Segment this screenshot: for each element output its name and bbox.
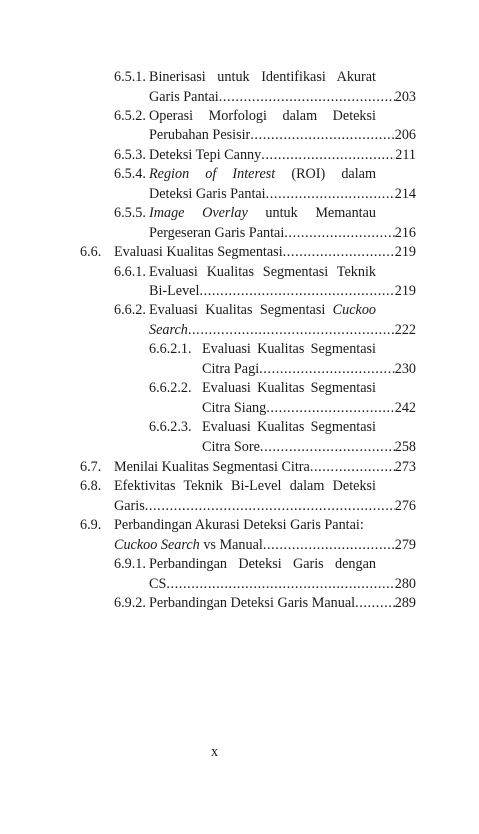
toc-entry-title: Menilai Kualitas Segmentasi Citra ..... 273	[114, 458, 416, 476]
toc-page-number: 276	[394, 498, 416, 514]
toc-page-number: 206	[394, 127, 416, 143]
toc-page-number: 219	[394, 244, 416, 260]
toc-page-number: 214	[394, 186, 416, 202]
toc-page-number: 289	[394, 595, 416, 611]
toc-number: 6.6.1.	[114, 264, 146, 280]
toc-leader-dots	[188, 321, 395, 339]
toc-entry-title-cont: Perubahan Pesisir ..... 206	[149, 126, 416, 144]
toc-leader-dots	[259, 360, 395, 378]
toc-entry-title-cont: Search ..... 222	[149, 321, 416, 339]
toc-page-number: 280	[394, 576, 416, 592]
toc-leader-dots	[266, 399, 394, 417]
toc-entry-title: Evaluasi Kualitas Segmentasi	[202, 380, 376, 396]
toc-page-number: 216	[394, 225, 416, 241]
toc-page-number: 279	[394, 537, 416, 553]
toc-entry-title-cont: Garis Pantai ..... 203	[149, 88, 416, 106]
toc-entry-title: Image Overlay untuk Memantau	[149, 205, 376, 221]
toc-page-number: 222	[394, 322, 416, 338]
toc-entry-title: Deteksi Tepi Canny ..... 211	[149, 146, 416, 164]
toc-leader-dots	[199, 282, 394, 300]
toc-number: 6.8.	[80, 478, 102, 494]
toc-page-number: 230	[394, 361, 416, 377]
toc-number: 6.9.	[80, 517, 102, 533]
toc-entry-title: Evaluasi Kualitas Segmentasi ..... 219	[114, 243, 416, 261]
toc-number: 6.6.2.2.	[149, 380, 192, 396]
toc-page-number: 242	[394, 400, 416, 416]
toc-leader-dots	[266, 185, 395, 203]
toc-entry-title: Operasi Morfologi dalam Deteksi	[149, 108, 376, 124]
toc-page-number: 203	[394, 89, 416, 105]
toc-number: 6.5.3.	[114, 147, 146, 163]
toc-number: 6.5.1.	[114, 69, 146, 85]
toc-number: 6.9.2.	[114, 595, 146, 611]
toc-entry-title-cont: Pergeseran Garis Pantai ..... 216	[149, 224, 416, 242]
toc-entry-title-cont: Citra Siang ..... 242	[202, 399, 416, 417]
toc-leader-dots	[219, 88, 395, 106]
toc-entry-title-cont: Cuckoo Search vs Manual ..... 279	[114, 536, 416, 554]
toc-leader-dots	[263, 536, 395, 554]
page-footer-number: x	[210, 744, 219, 760]
toc-number: 6.9.1.	[114, 556, 146, 572]
toc-leader-dots	[284, 224, 394, 242]
toc-leader-dots	[261, 146, 395, 164]
toc-entry-title-cont: Citra Sore ..... 258	[202, 438, 416, 456]
toc-number: 6.5.5.	[114, 205, 146, 221]
toc-page-number: 258	[394, 439, 416, 455]
toc-page-number: 211	[395, 147, 416, 163]
toc-entry-title-cont: Bi-Level ..... 219	[149, 282, 416, 300]
toc-entry-title: Evaluasi Kualitas Segmentasi	[202, 341, 376, 357]
toc-entry-title: Evaluasi Kualitas Segmentasi	[202, 419, 376, 435]
toc-entry-title: Evaluasi Kualitas Segmentasi Teknik	[149, 264, 376, 280]
toc-leader-dots	[260, 438, 395, 456]
toc-number: 6.5.4.	[114, 166, 146, 182]
toc-entry-title: Evaluasi Kualitas Segmentasi Cuckoo	[149, 302, 376, 318]
toc-entry-title: Binerisasi untuk Identifikasi Akurat	[149, 69, 376, 85]
toc-number: 6.6.2.3.	[149, 419, 192, 435]
toc-number: 6.6.2.	[114, 302, 146, 318]
toc-number: 6.6.2.1.	[149, 341, 192, 357]
toc-entry-title: Region of Interest (ROI) dalam	[149, 166, 376, 182]
toc-entry-title-cont: Citra Pagi ..... 230	[202, 360, 416, 378]
toc-entry-title: Perbandingan Deteksi Garis dengan	[149, 556, 376, 572]
toc-entry-title: Perbandingan Akurasi Deteksi Garis Pantai:	[114, 517, 364, 533]
toc-number: 6.5.2.	[114, 108, 146, 124]
toc-page-number: 219	[394, 283, 416, 299]
toc-entry-title: Efektivitas Teknik Bi-Level dalam Deteksi	[114, 478, 376, 494]
toc-number: 6.7.	[80, 459, 102, 475]
toc-page-number: 273	[394, 459, 416, 475]
toc-leader-dots	[145, 497, 395, 515]
toc-leader-dots	[310, 458, 395, 476]
toc-entry-title-cont: Garis ..... 276	[114, 497, 416, 515]
toc-entry-title-cont: CS ..... 280	[149, 575, 416, 593]
toc-leader-dots	[166, 575, 394, 593]
toc-leader-dots	[355, 594, 395, 612]
toc-leader-dots	[283, 243, 395, 261]
toc-leader-dots	[250, 126, 394, 144]
toc-entry-title-cont: Deteksi Garis Pantai ..... 214	[149, 185, 416, 203]
toc-entry-title: Perbandingan Deteksi Garis Manual ..... 289	[149, 594, 416, 612]
toc-number: 6.6.	[80, 244, 102, 260]
